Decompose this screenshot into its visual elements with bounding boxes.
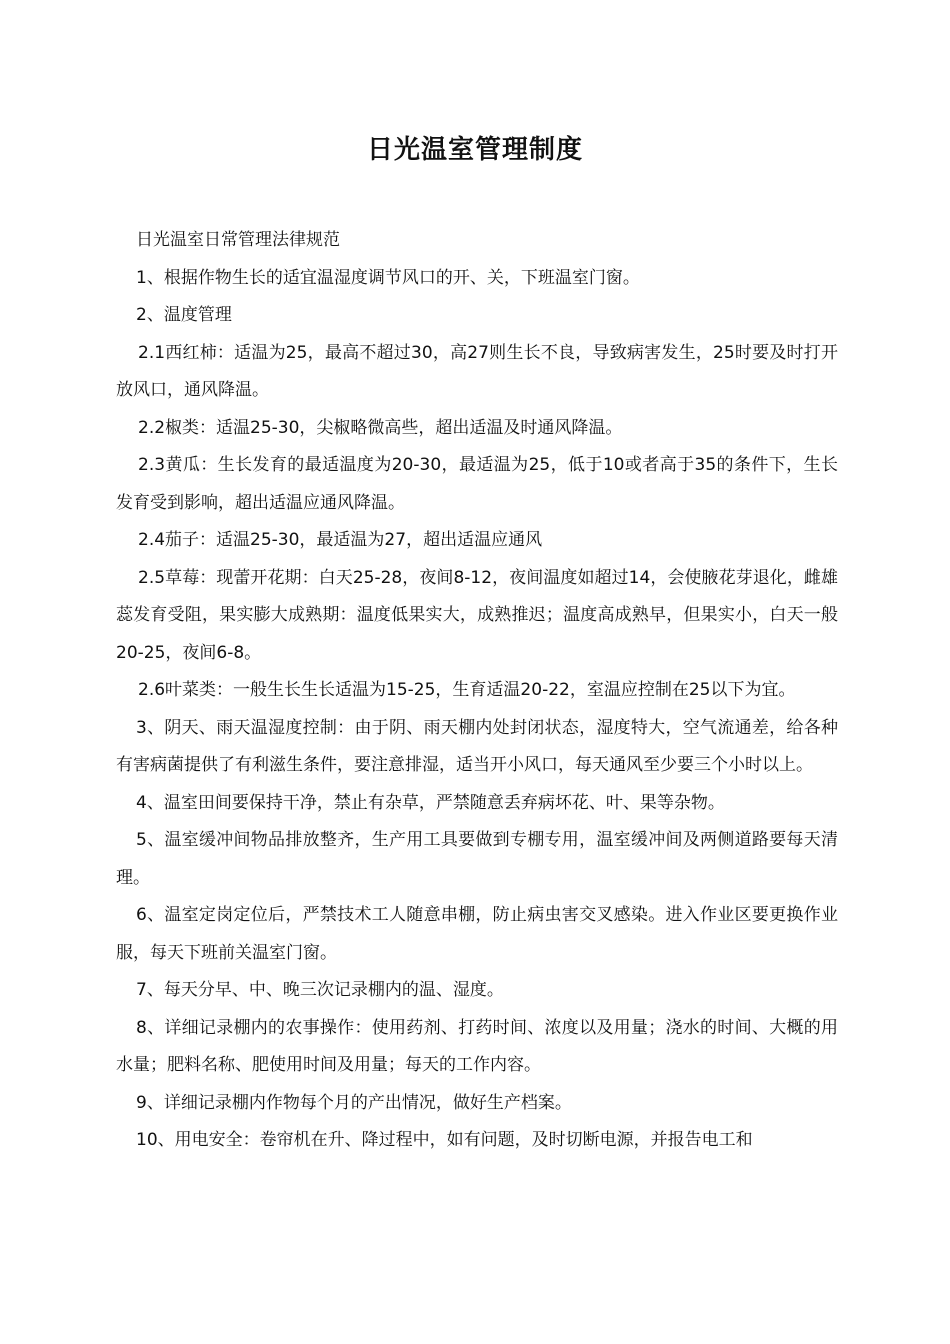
paragraph-item-2-1: 2.1西红柿：适温为25，最高不超过30，高27则生长不良，导致病害发生，25时要及时打开放风口，通风降温。 [116, 342, 838, 400]
paragraph-item-6: 6、温室定岗定位后，严禁技术工人随意串棚，防止病虫害交叉感染。进入作业区要更换作业服，每天下班前关温室门窗。 [116, 905, 838, 963]
paragraph-item-2-4: 2.4茄子：适温25-30，最适温为27，超出适温应通风 [138, 530, 543, 550]
paragraph-item-2-5: 2.5草莓：现蕾开花期：白天25-28，夜间8-12，夜间温度如超过14，会使腋花芽退化，雌雄蕊发育受阻，果实膨大成熟期：温度低果实大，成熟推迟；温度高成熟早，但果实小，白天一般20-25，夜间6-8。 [116, 567, 838, 663]
paragraph-item-3: 3、阴天、雨天温湿度控制：由于阴、雨天棚内处封闭状态，湿度特大，空气流通差，给各种有害病菌提供了有利滋生条件，要注意排湿，适当开小风口，每天通风至少要三个小时以上。 [116, 717, 838, 775]
document-title: 日光温室管理制度 [366, 135, 583, 165]
paragraph-item-1: 1、根据作物生长的适宜温湿度调节风口的开、关，下班温室门窗。 [136, 267, 640, 288]
document-body [116, 222, 838, 1160]
paragraph-item-7: 7、每天分早、中、晚三次记录棚内的温、湿度。 [136, 980, 504, 1000]
paragraph-item-10: 10、用电安全：卷帘机在升、降过程中，如有问题，及时切断电源，并报告电工和 [136, 1130, 753, 1150]
paragraph-item-2-6: 2.6叶菜类：一般生长生长适温为15-25，生育适温20-22，室温应控制在25以下为宜。 [138, 680, 796, 700]
paragraph-item-2-3: 2.3黄瓜：生长发育的最适温度为20-30，最适温为25，低于10或者高于35的条件下，生长发育受到影响，超出适温应通风降温。 [116, 455, 838, 513]
paragraph-item-8: 8、详细记录棚内的农事操作：使用药剂、打药时间、浓度以及用量；浇水的时间、大概的用水量；肥料名称、肥使用时间及用量；每天的工作内容。 [116, 1017, 838, 1075]
paragraph-item-2: 2、温度管理 [136, 305, 232, 325]
paragraph-item-9: 9、详细记录棚内作物每个月的产出情况，做好生产档案。 [136, 1092, 572, 1113]
paragraph-item-5: 5、温室缓冲间物品排放整齐，生产用工具要做到专棚专用，温室缓冲间及两侧道路要每天清理。 [116, 830, 838, 888]
paragraph-heading: 日光温室日常管理法律规范 [136, 230, 340, 250]
paragraph-item-2-2: 2.2椒类：适温25-30，尖椒略微高些，超出适温及时通风降温。 [138, 417, 623, 438]
paragraph-item-4: 4、温室田间要保持干净，禁止有杂草，严禁随意丢弃病坏花、叶、果等杂物。 [136, 792, 725, 813]
